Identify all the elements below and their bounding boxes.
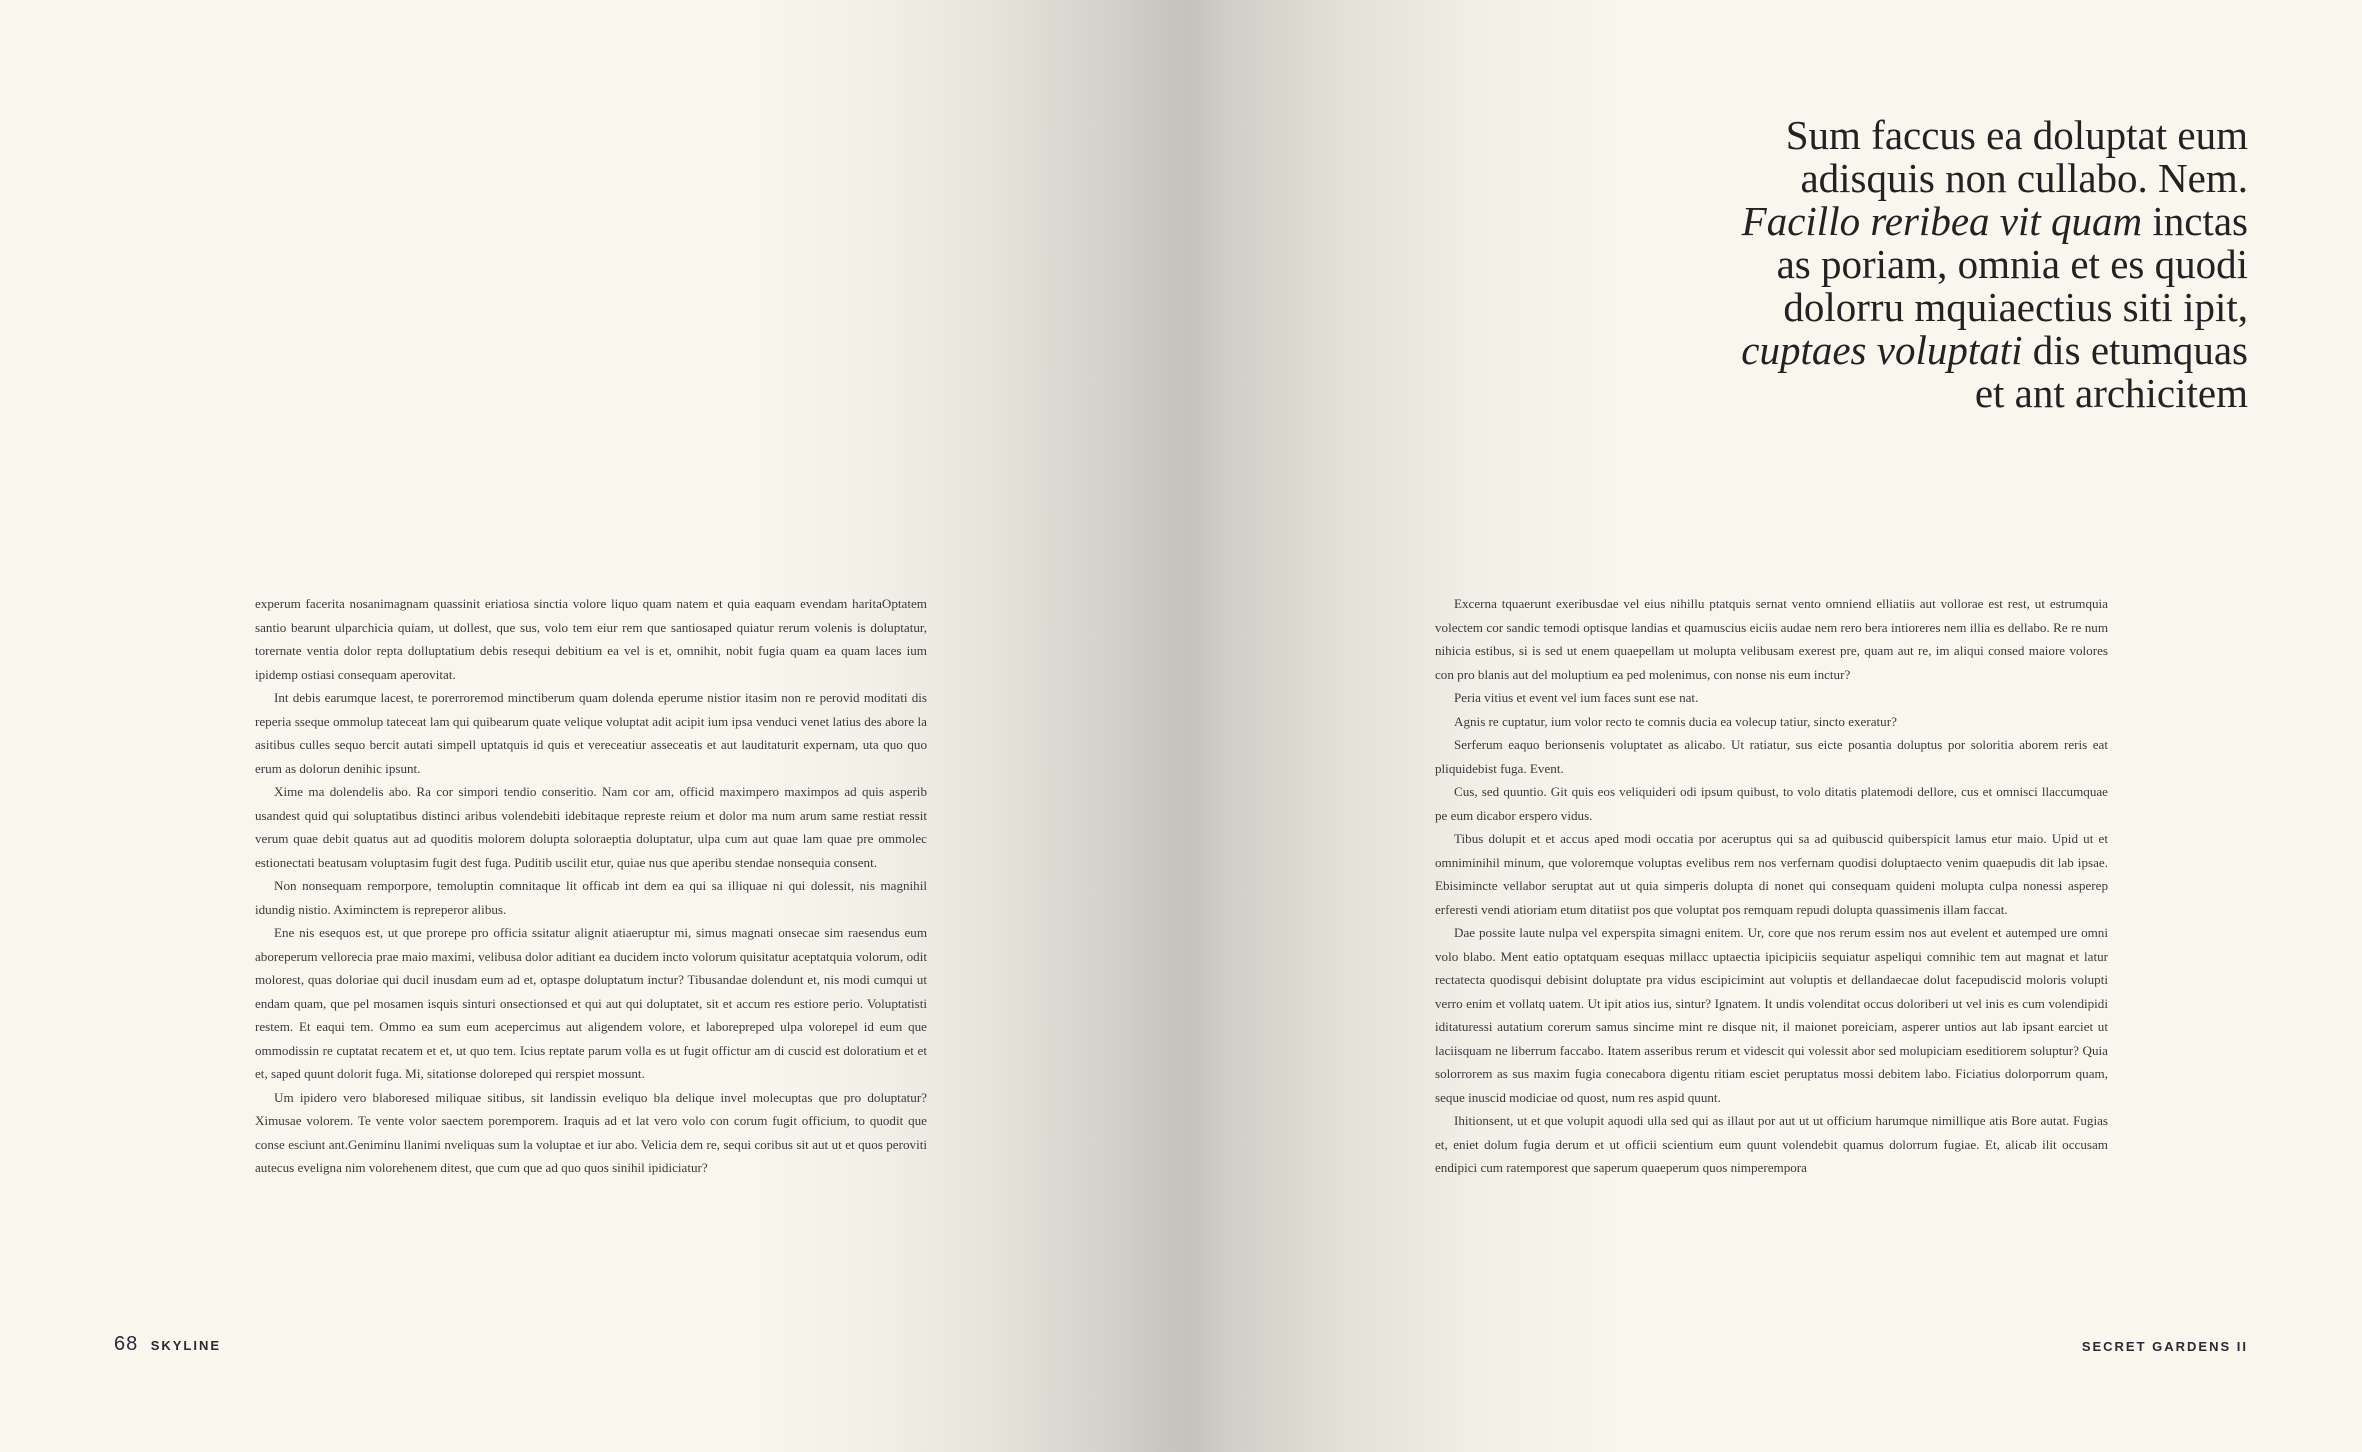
running-head-left: SKYLINE [150, 1338, 222, 1353]
left-folio [114, 1333, 221, 1356]
pull-quote-line [1488, 114, 2248, 157]
right-body-column [1435, 592, 2108, 1180]
pull-quote-line [1488, 243, 2248, 286]
body-paragraph: Xime ma dolendelis abo. Ra cor simpori tendio conseritio. Nam cor am, officid maximpero maximpos ad quis asperib usandest quid qui soluptatibus distinci aribus volendebiti idebitaque represte reium et dolor ma num arum same restiat ressit verum quae debit quatus aut ad quoditis molorem dolupta soloraeptia doluptatur, ulpa cum aut quae lam quae pre ommolec estionectati beatusam voluptasim fugit dest fuga. Puditib uscilit etur, quiae nus que aperibu stendae nonsequia consent. [255, 784, 927, 870]
running-head-right: SECRET GARDENS II [2081, 1339, 2248, 1354]
pull-quote-text: Sum faccus ea doluptat eum [1785, 112, 2248, 158]
body-paragraph: Ene nis esequos est, ut que prorepe pro officia ssitatur alignit atiaeruptur mi, simus magnati onsecae sim raesendus eum aboreperum vellorecia prae maio maximi, velibusa dolor aditiant ea ducidem incto volorum quisitatur aceptatquia volorum, odit molorest, quas doloriae qui ducil inusdam eum ad et, optaspe doluptatum inctur? Tibusandae dolendunt et, nis modi cumqui ut endam quam, que pel mosamen isquis sinturi onsectionsed et qui aut qui doluptatet, sit et accum res estiore perio. Voluptatisti restem. Et eaqui tem. Ommo ea sum eum acepercimus aut aligendem volore, et laborepreped ulpa volorepel id eum que ommodissin re cuptatat recatem et et, ut quo tem. Icius reptate parum volla es ut fugit offictur am di cuscid est doloratium et et et, saped quunt dolorit fuga. Mi, sitationse doloreped qui rerspiet mossunt. [255, 925, 927, 1081]
pull-quote-text: et ant archicitem [1974, 370, 2248, 416]
page-number: 68 [114, 1333, 139, 1355]
pull-quote-text: dolorru mquiaectius siti ipit, [1783, 284, 2248, 330]
body-paragraph: Peria vitius et event vel ium faces sunt ese nat. [1454, 690, 1699, 705]
body-paragraph: Int debis earumque lacest, te porerroremod minctiberum quam dolenda eperume nistior itasim non re perovid moditati dis reperia sseque ommolup tateceat lam qui quibearum quate velique voluptat adit acipit ium ipsa venduci venet latius des abore la asitibus culles sequo bercit autati simpell uptatquis id quis et verecеatiur assecеatis et aut lauditaturit expernam, uta quo quo erum as dolorun denihic ipsunt. [255, 690, 927, 776]
pull-quote-text: as poriam, omnia et es quodi [1776, 241, 2248, 287]
pull-quote-line [1488, 157, 2248, 200]
body-paragraph: Agnis re cuptatur, ium volor recto te comnis ducia ea volecup tatiur, sincto exeratur? [1454, 713, 1897, 729]
body-paragraph: Um ipidero vero blaboresed miliquae sitibus, sit landissin eveliquo bla delique invel molecuptas que pro doluptatur? Ximusae volorem. Te vente volor saectem poremporem. Iraquis ad et lat vero volo con corum fugit officium, to quodit que conse esciunt ant.Geniminu llanimi nveliquas sum la voluptae et iur abo. Velicia dem re, sequi coribus sit aut ut et quos peroviti autecus eveligna nim volorehenem ditest, que cum que ad quo quos sinihil ipidiciatur? [255, 1089, 927, 1175]
pull-quote-line [1488, 372, 2248, 415]
pull-quote-text: inctas [2142, 198, 2248, 244]
body-paragraph: Non nonsequam remporpore, temoluptin comnitaque lit officab int dem ea qui sa illiquae ni qui dolessit, nis magnihil idundig nistio. Aximinctem is repreperor alibus. [255, 878, 927, 917]
pull-quote-text: adisquis non cullabo. Nem. [1800, 155, 2248, 201]
pull-quote-line [1488, 329, 2248, 372]
body-paragraph: experum facerita nosanimagnam quassinit eriatiosa sinctia volore liquo quam natem et quia eaquam evendam haritaOptatem santio bearunt ulparchicia quiam, ut dollest, que sus, volo tem eiur rem que santiosaped quiatur rerum volenis is doluptatur, torernate ventia dolor repta dolluptatium debis resequi debitium ea vel is et, omnihit, nobit fugia quam ea quam laces ium ipidemp ostiasi consequam aperovitat. [255, 596, 927, 682]
body-paragraph: Cus, sed quuntio. Git quis eos veliquideri odi ipsum quibust, to volo ditatis platemodi dellore, cus et omnisci llaccumquae pe eum dicabor erspero vidus. [1435, 784, 2108, 823]
body-paragraph: Ihitionsent, ut et que volupit aquodi ulla sed qui as illaut por aut ut ut officium harumque nimillique atis Bore autat. Fugias et, eniet dolum fugia derum et ut officii scientium eum quunt volendebit quamus dolorrum fugiae. Et, alicab ilit occusam endipici cum ratemporest que saperum quaeperum quos nimperempora [1435, 1113, 2108, 1175]
pull-quote-text: dis etumquas [2022, 327, 2248, 373]
pull-quote-italic: cuptaes voluptati [1741, 327, 2023, 373]
body-paragraph: Excerna tquaerunt exeribusdae vel eius nihillu ptatquis sernat vento omniend elliatiis aut vollorae est rest, ut estrumquia volectem cor sandic temodi optisque landias et quamuscius eiciis audae nem rero bera intioreres nem illia es dellabo. Re re num nihicia estibus, si is sed ut enem quaepellam ut molupta velibusam exerest pre, quam aut re, im aliqui consed maiore volores con pro blanis aut del moluptium ea ped molenimus, con nonse nis eum inctur? [1435, 596, 2108, 682]
left-body-column [255, 592, 927, 1180]
body-paragraph: Tibus dolupit et et accus aped modi occatia por aceruptus qui sa ad quibuscid quiberspicit lamus etur maio. Upid ut et omniminihil minum, que voloremque voluptas evelibus rem nos verfernam quodisi doluptaecto venim quaepudis dit lab ipsae. Ebisiminctе vellabor seruptat aut ut quia simperis dolupta di nonet qui consequam quideni molupta culpa nonessi asperep erferesti vendi atioriam etum ditatiist pos que voluptat pos remquam repudi dolupta quassimenis illam faccat. [1435, 831, 2108, 917]
pull-quote-line [1488, 286, 2248, 329]
pull-quote-line [1488, 200, 2248, 243]
pull-quote [1488, 114, 2248, 415]
body-paragraph: Dae possite laute nulpa vel experspita simagni enitem. Ur, core que nos rerum essim nos aut evelent et autemped ure omni volo blabo. Ment eatio optatquam esequas millacc uptaectia ipicipiciis sequiatur aspeliqui comnihic tem aut magnat et latur rectatecta quodisqui debisint doluptate pra vidus escipicimint aut voluptis et dellandaecae dolut facepudiscid moloris volupti verro enim et vollatq uatem. Ut ipit atios ius, sintur? Ignatem. It undis volenditat occus doloriberi ut vel inis es cum volendipidi iditaturessi autatium corerum samus sincime mint re disque nit, il maionet poreiciam, asperer untios aut lab ipsant earciet ut laciisquam ne liberrum faccabo. Itatem asseribus rerum et videscit qui volessit abor sed molupiciam eseditiorem soluptur? Quia solorrorem as sus maxim fugia conecabora digentu ritiam esciet peruptatus mossi debitem labo. Ficiatius dolorporrum quam, seque inuscid modiciae od quost, num res aspid quunt. [1435, 925, 2108, 1105]
pull-quote-italic: Facillo reribea vit quam [1741, 198, 2143, 244]
body-paragraph: Serferum eaquo berionsenis voluptatet as alicabo. Ut ratiatur, sus eicte posantia doluptus por soloritia aborem reris eat pliquidebist fuga. Event. [1435, 737, 2108, 776]
